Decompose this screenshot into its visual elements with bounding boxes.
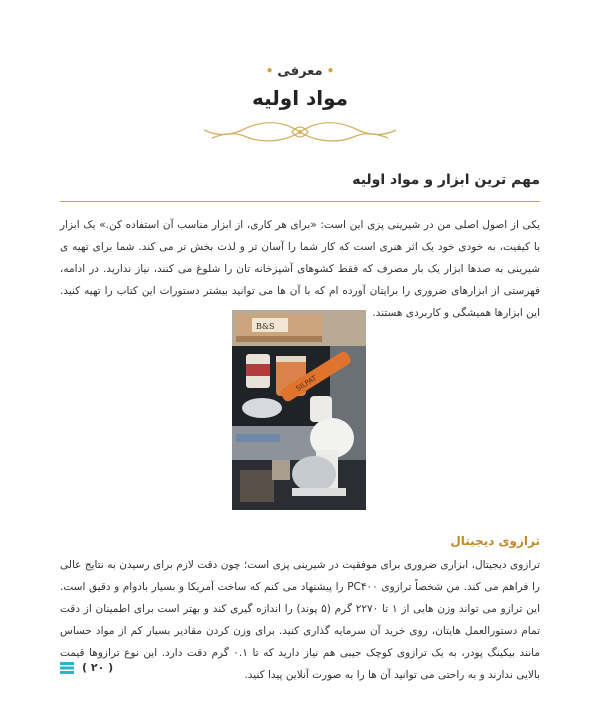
intro-paragraph: یکی از اصول اصلی من در شیرینی پزی این است: «برای هر کاری، از ابزار مناسب آن استفاده کن.» یک ابزار با کیفیت، به خودی خود یک اثر هنری است که کار شما را آسان تر و لذت بخش تر می کند. شما برای تهیه ی شیرینی به صدها ابزار یک بار مصرف که فقط کشوهای آشپزخانه تان را شلوغ می کنند، نیاز ندارید. در ادامه، فهرستی از ابزارهای ضروری را برایتان آورده ام که با آن ها می توانید بیشتر دستورات این کتاب را تهیه کنید. این ابزارها همیشگی و کاربردی هستند. (60, 219, 540, 319)
chapter-kicker (0, 64, 600, 79)
kicker-text: معرفی (277, 64, 323, 79)
bullet-dot-icon: • (326, 64, 335, 78)
book-stack-icon (60, 661, 74, 675)
digital-scale-heading: ترازوی دیجیتال (450, 534, 540, 548)
chapter-title: مواد اولیه (251, 86, 349, 110)
flourish-ornament-icon (200, 118, 400, 146)
section-heading: مهم ترین ابزار و مواد اولیه (352, 172, 540, 188)
digital-scale-paragraph: ترازوی دیجیتال، ابزاری ضروری برای موفقیت در شیرینی پزی است؛ چون دقت لازم برای رسیدن به نتایج عالی را فراهم می کند. من شخصاً ترازوی PC۴۰۰ را پیشنهاد می کنم که ساخت آمریکا و بسیار بادوام و دقیق است. این ترازو می تواند وزن هایی از ۱ تا ۲۲۷۰ گرم (۵ پوند) را اندازه گیری کند و بهتر است برای اطمینان از دقت تمام دستورالعمل هایتان، روی خرید آن سرمایه گذاری کنید. برای وزن کردن مقادیر بسیار کم از مواد حساس مانند بیکینگ پودر، به یک ترازوی کوچک جیبی هم نیاز دارید که تا ۰.۱ گرم دقت دارد. این نوع ترازوها قیمت بالایی ندارند و به راحتی می توانید آن ها را به صورت آنلاین پیدا کنید. (60, 559, 541, 681)
page-number: ( ۲۰ ) (82, 661, 114, 674)
tin-label: B&S (256, 322, 275, 331)
roll-label: SILPAT (294, 374, 319, 393)
bullet-dot-icon: • (265, 64, 274, 78)
tools-photo (232, 310, 366, 510)
section-divider (60, 201, 540, 202)
